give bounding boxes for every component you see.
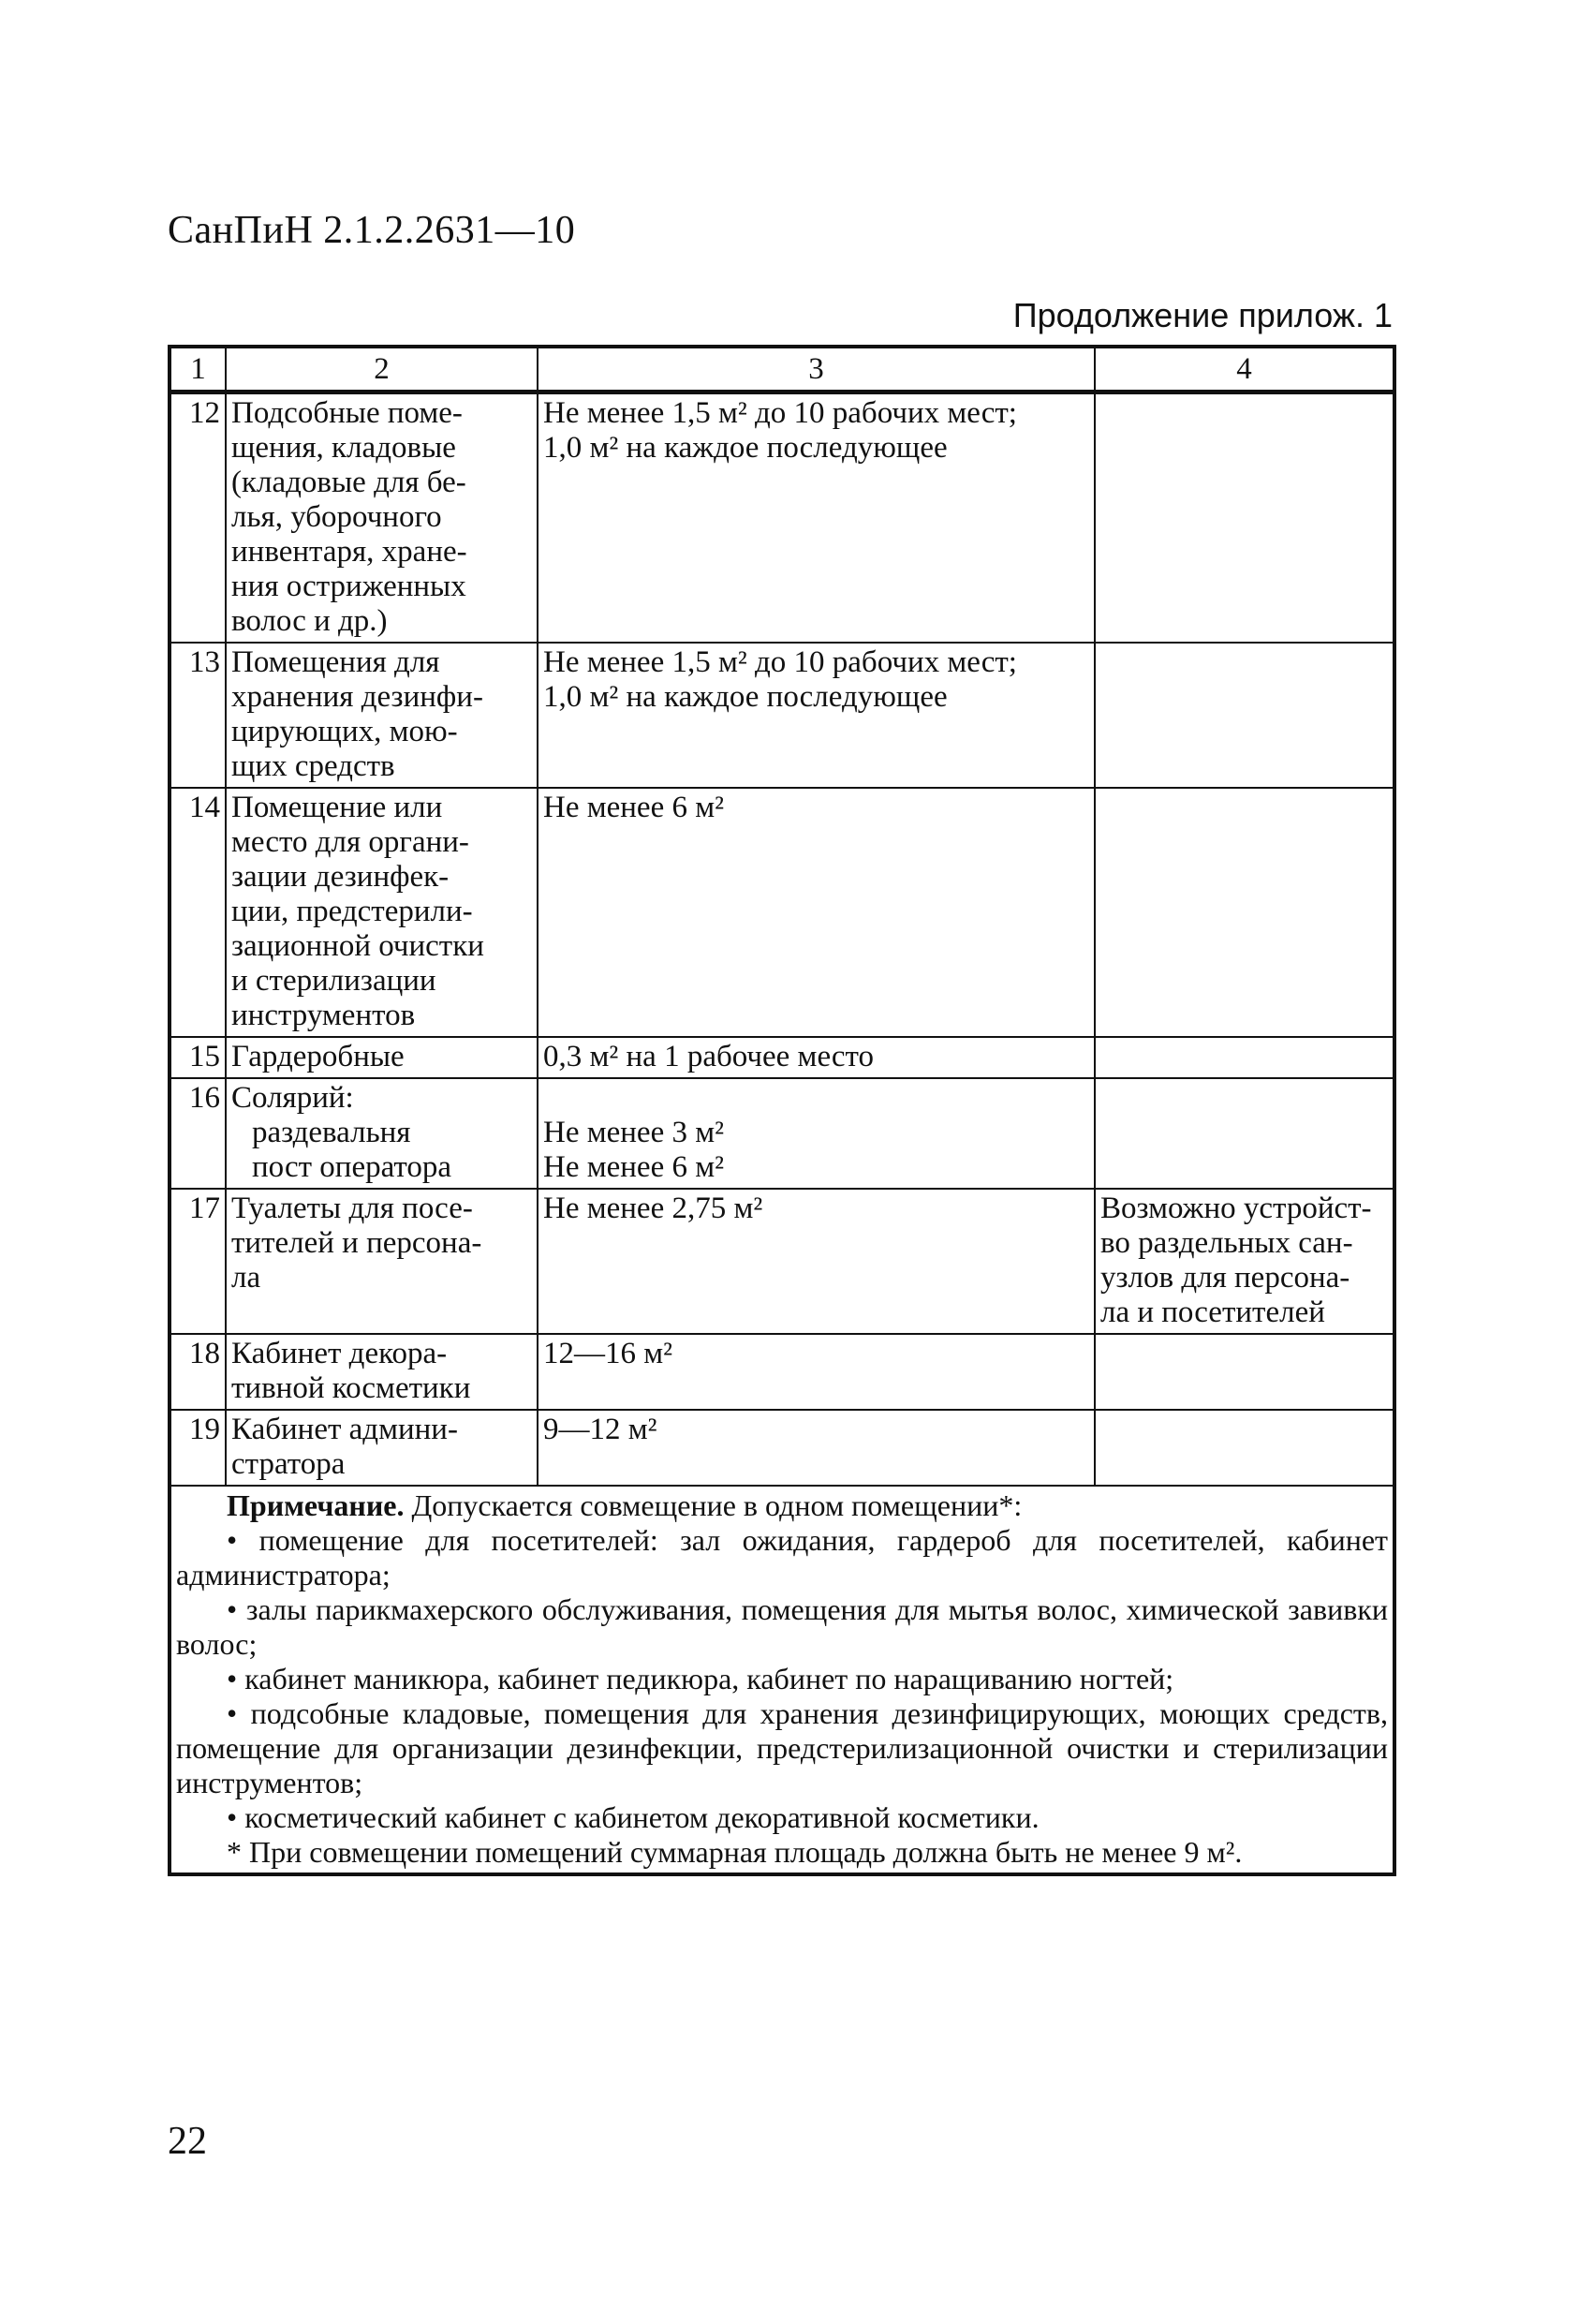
area-norm-line: Не менее 3 м² [543, 1116, 724, 1149]
area-norm-line [543, 1081, 1089, 1116]
area-norm-cell [538, 643, 1095, 788]
area-norm-cell [538, 1037, 1095, 1078]
column-number: 1 [170, 347, 226, 392]
row-number: 19 [170, 1410, 226, 1486]
column-number: 4 [1095, 347, 1394, 392]
remark-cell [170, 1486, 1394, 1874]
page-number: 22 [168, 2120, 207, 2163]
table-row [170, 643, 1394, 788]
room-name-cell [226, 1334, 538, 1410]
remark-title: Примечание. [227, 1488, 405, 1522]
remark-footnote: * При совмещении помещений суммарная площадь должна быть не менее 9 м². [227, 1835, 1243, 1869]
room-name-cell [226, 643, 538, 788]
room-name-line: Кабинет админи- [231, 1413, 458, 1446]
note-cell [1095, 1078, 1394, 1189]
column-number: 3 [538, 347, 1095, 392]
area-norm-line: Не менее 1,5 м² до 10 рабочих мест; [543, 396, 1017, 430]
table-row [170, 788, 1394, 1037]
room-name-cell [226, 392, 538, 644]
remark-heading [176, 1488, 1388, 1523]
room-name-cell [226, 1189, 538, 1334]
table-row [170, 1410, 1394, 1486]
column-numbers-row [170, 347, 1394, 392]
room-name-line: щих средств [231, 749, 395, 783]
area-norm-cell [538, 1189, 1095, 1334]
room-name-line: Помещение или [231, 791, 443, 824]
area-norm-line: 12—16 м² [543, 1337, 673, 1370]
note-line: Возможно устройст- [1100, 1192, 1372, 1225]
room-sub-line: раздевальня [252, 1116, 411, 1149]
row-number: 16 [170, 1078, 226, 1189]
room-name-line: и стерилизации [231, 964, 436, 998]
column-number: 2 [226, 347, 538, 392]
room-name-line: Кабинет декора- [231, 1337, 448, 1370]
room-name-line: Солярий: [231, 1081, 354, 1115]
area-norm-cell [538, 1410, 1095, 1486]
room-name-line: ции, предстерили- [231, 895, 473, 928]
room-sub-line: пост оператора [252, 1150, 452, 1184]
note-cell [1095, 788, 1394, 1037]
room-name-line: лья, уборочного [231, 500, 442, 534]
note-cell [1095, 1189, 1394, 1334]
area-norm-cell [538, 788, 1095, 1037]
room-name-line: Подсобные поме- [231, 396, 463, 430]
room-name-line: место для органи- [231, 825, 469, 859]
table-row [170, 1078, 1394, 1189]
remark-item: • помещение для посетителей: зал ожидания, гардероб для посетителей, кабинет администратора; [176, 1523, 1388, 1591]
room-name-cell [226, 1410, 538, 1486]
room-name-line: (кладовые для бе- [231, 466, 466, 499]
area-norm-line: Не менее 1,5 м² до 10 рабочих мест; [543, 645, 1017, 679]
room-name-line: хранения дезинфи- [231, 680, 483, 714]
area-norm-line: 1,0 м² на каждое последующее [543, 680, 948, 714]
room-name-line: инвентаря, хране- [231, 535, 467, 569]
document-code: СанПиН 2.1.2.2631—10 [168, 209, 576, 252]
room-name-line: ния остриженных [231, 570, 466, 603]
room-name-line: стратора [231, 1447, 346, 1481]
note-cell [1095, 1334, 1394, 1410]
room-name-line: инструментов [231, 999, 416, 1032]
row-number: 17 [170, 1189, 226, 1334]
row-number: 18 [170, 1334, 226, 1410]
room-name-line: зации дезинфек- [231, 860, 450, 894]
area-norm-line: Не менее 2,75 м² [543, 1192, 763, 1225]
room-name-line: Помещения для [231, 645, 440, 679]
room-name-line: тителей и персона- [231, 1226, 482, 1260]
area-norm-line: 9—12 м² [543, 1413, 657, 1446]
remark-item: • кабинет маникюра, кабинет педикюра, кабинет по наращиванию ногтей; [227, 1662, 1174, 1695]
note-line: узлов для персона- [1100, 1261, 1350, 1295]
row-number: 12 [170, 392, 226, 644]
table-row [170, 1037, 1394, 1078]
room-name-line: Гардеробные [231, 1040, 405, 1073]
note-line: ла и посетителей [1100, 1295, 1325, 1329]
note-cell [1095, 392, 1394, 644]
room-name-line: волос и др.) [231, 604, 388, 638]
area-norm-line: 0,3 м² на 1 рабочее место [543, 1040, 875, 1073]
area-norm-cell [538, 1078, 1095, 1189]
note-line: во раздельных сан- [1100, 1226, 1353, 1260]
room-name-cell [226, 1078, 538, 1189]
area-norm-cell [538, 1334, 1095, 1410]
area-norm-line: 1,0 м² на каждое последующее [543, 431, 948, 465]
area-norm-line: Не менее 6 м² [543, 791, 724, 824]
row-number: 14 [170, 788, 226, 1037]
note-cell [1095, 1410, 1394, 1486]
area-norm-cell [538, 392, 1095, 644]
remark-item: • залы парикмахерского обслуживания, помещения для мытья волос, химической завивки волос; [176, 1592, 1388, 1661]
room-name-line: тивной косметики [231, 1371, 471, 1405]
room-name-line: щения, кладовые [231, 431, 456, 465]
note-cell [1095, 643, 1394, 788]
room-name-line: цирующих, мою- [231, 715, 458, 748]
remark-row [170, 1486, 1394, 1874]
note-cell [1095, 1037, 1394, 1078]
room-name-line: Туалеты для посе- [231, 1192, 473, 1225]
table-row [170, 1189, 1394, 1334]
table-row [170, 392, 1394, 644]
appendix-continuation: Продолжение прилож. 1 [1012, 296, 1393, 334]
area-norm-line: Не менее 6 м² [543, 1150, 724, 1184]
remark-intro: Допускается совмещение в одном помещении*: [404, 1488, 1023, 1522]
table-row [170, 1334, 1394, 1410]
room-name-cell [226, 1037, 538, 1078]
room-name-cell [226, 788, 538, 1037]
row-number: 15 [170, 1037, 226, 1078]
row-number: 13 [170, 643, 226, 788]
remark-item: • подсобные кладовые, помещения для хранения дезинфицирующих, моющих средств, помещение для организации дезинфекции, предстерилизационной очистки и стерилизации инструментов; [176, 1696, 1388, 1799]
room-name-line: ла [231, 1261, 261, 1295]
remark-item: • косметический кабинет с кабинетом декоративной косметики. [227, 1800, 1040, 1834]
room-name-line: зационной очистки [231, 929, 484, 963]
rooms-table [168, 345, 1396, 1876]
